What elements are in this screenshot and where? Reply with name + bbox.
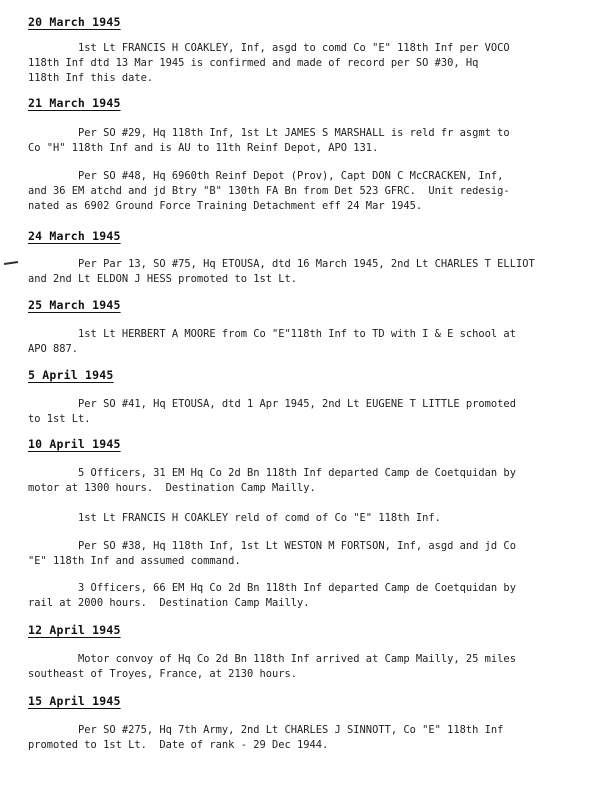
entry-paragraph: Motor convoy of Hq Co 2d Bn 118th Inf arrived at Camp Mailly, 25 miles southeast of Troyes, France, at 2130 hours. [28,653,516,680]
entry-date: 12 April 1945 [28,623,121,637]
entry-date: 25 March 1945 [28,298,121,312]
entry-date: 15 April 1945 [28,694,121,708]
entry-date: 20 March 1945 [28,15,121,29]
entry-paragraph: Per SO #275, Hq 7th Army, 2nd Lt CHARLES J SINNOTT, Co "E" 118th Inf promoted to 1st Lt. Date of rank - 29 Dec 1944. [28,724,504,751]
entry-date: 5 April 1945 [28,368,114,382]
entry-date: 21 March 1945 [28,96,121,110]
entry-paragraph: 5 Officers, 31 EM Hq Co 2d Bn 118th Inf departed Camp de Coetquidan by motor at 1300 hours. Destination Camp Mailly. [28,467,516,494]
margin-mark [4,261,18,265]
entry-date: 10 April 1945 [28,437,121,451]
entry-paragraph: 1st Lt HERBERT A MOORE from Co "E"118th Inf to TD with I & E school at APO 887. [28,328,516,355]
entry-paragraph: 1st Lt FRANCIS H COAKLEY, Inf, asgd to comd Co "E" 118th Inf per VOCO 118th Inf dtd 13 Mar 1945 is confirmed and made of record per SO #30, Hq 118th Inf this date. [28,42,510,84]
entry-paragraph: Per SO #38, Hq 118th Inf, 1st Lt WESTON M FORTSON, Inf, asgd and jd Co "E" 118th Inf and assumed command. [28,540,516,567]
entry-paragraph: 1st Lt FRANCIS H COAKLEY reld of comd of Co "E" 118th Inf. [28,512,441,524]
entry-date: 24 March 1945 [28,229,121,243]
entry-paragraph: Per Par 13, SO #75, Hq ETOUSA, dtd 16 March 1945, 2nd Lt CHARLES T ELLIOT and 2nd Lt ELDON J HESS promoted to 1st Lt. [28,258,535,285]
entry-paragraph: Per SO #41, Hq ETOUSA, dtd 1 Apr 1945, 2nd Lt EUGENE T LITTLE promoted to 1st Lt. [28,398,516,425]
entry-paragraph: 3 Officers, 66 EM Hq Co 2d Bn 118th Inf departed Camp de Coetquidan by rail at 2000 hours. Destination Camp Mailly. [28,582,516,609]
entry-paragraph: Per SO #29, Hq 118th Inf, 1st Lt JAMES S MARSHALL is reld fr asgmt to Co "H" 118th Inf and is AU to 11th Reinf Depot, APO 131. [28,127,510,154]
entry-paragraph: Per SO #48, Hq 6960th Reinf Depot (Prov), Capt DON C McCRACKEN, Inf, and 36 EM atchd and jd Btry "B" 130th FA Bn from Det 523 GFRC. Unit redesig- nated as 6902 Ground Force Training Detachment eff 24 Mar 1945. [28,170,510,212]
